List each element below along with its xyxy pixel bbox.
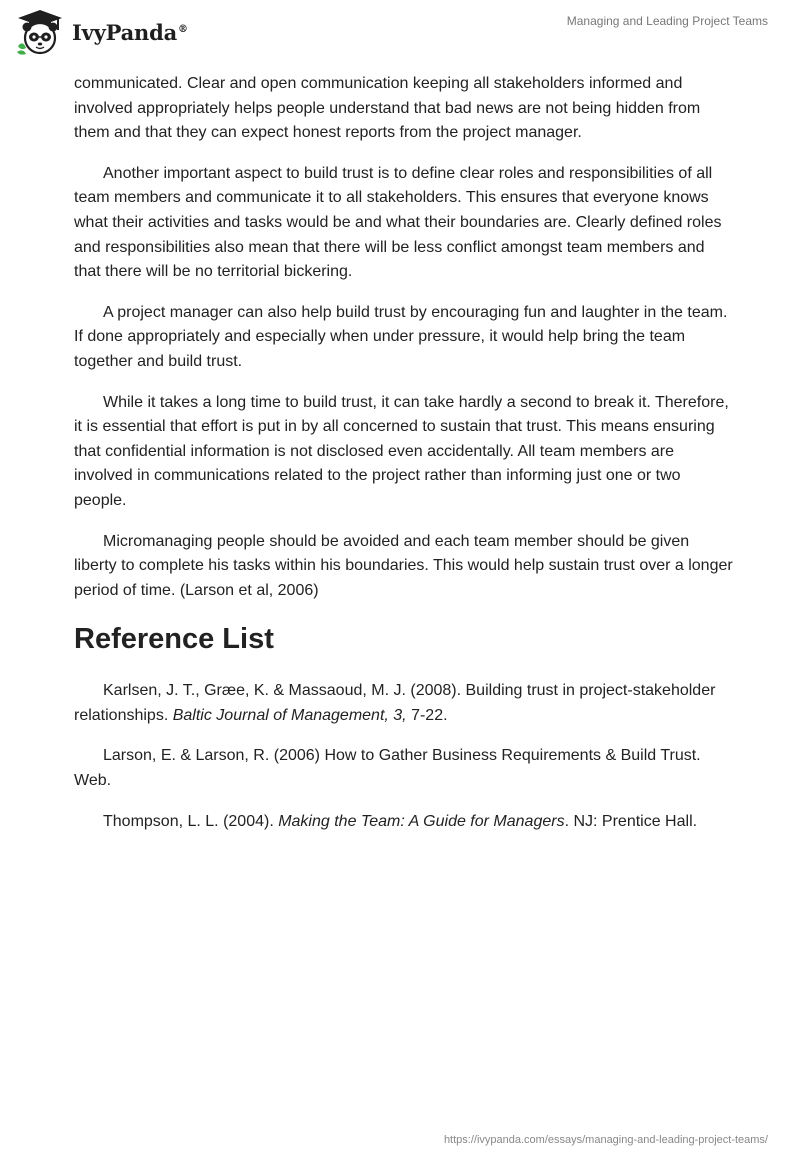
paragraph: A project manager can also help build trust by encouraging fun and laughter in the team. If done appropriately and especially when under pressure, it would help bring the team together and build trust. [74,303,728,370]
reference-item: Karlsen, J. T., Græe, K. & Massaoud, M. J. (2008). Building trust in project-stakeholder relationships. Baltic Journal of Management, 3, 7-22. [74,682,716,724]
reference-list-heading: Reference List [74,623,274,656]
reference-item: Larson, E. & Larson, R. (2006) How to Gather Business Requirements & Build Trust. Web. [74,747,701,790]
paragraph: While it takes a long time to build trust, it can take hardly a second to break it. Therefore, it is essential that effort is put in by all concerned to sustain that trust. This means ensuring that confidential information is not disclosed even accidentally. All team members are involved in communications related to the project rather than informing just one or two people. [74,393,729,509]
ivypanda-logo[interactable] [14,8,188,56]
brand-name: IvyPanda® [72,19,188,45]
paragraph: Micromanaging people should be avoided and each team member should be given liberty to complete his tasks within his boundaries. This would help sustain trust over a longer period of time. (Larson et al, 2006) [74,532,733,599]
source-url[interactable]: https://ivypanda.com/essays/managing-and-leading-project-teams/ [443,1134,768,1146]
paragraph: Another important aspect to build trust is to define clear roles and responsibilities of all team members and communicate it to all stakeholders. This ensures that everyone knows what their activities and tasks would be and what their boundaries are. Clearly defined roles and responsibilities also mean that there will be less conflict amongst team members and that there will be no territorial bickering. [74,164,722,281]
paragraph: communicated. Clear and open communication keeping all stakeholders informed and involved appropriately helps people understand that bad news are not being hidden from them and that they can expect honest reports from the project manager. [74,75,701,142]
panda-graduate-icon [14,8,66,56]
reference-item: Thompson, L. L. (2004). Making the Team: A Guide for Managers. NJ: Prentice Hall. [103,812,698,830]
page-header [0,0,800,70]
running-title: Managing and Leading Project Teams [566,14,768,28]
essay-content [74,72,734,850]
